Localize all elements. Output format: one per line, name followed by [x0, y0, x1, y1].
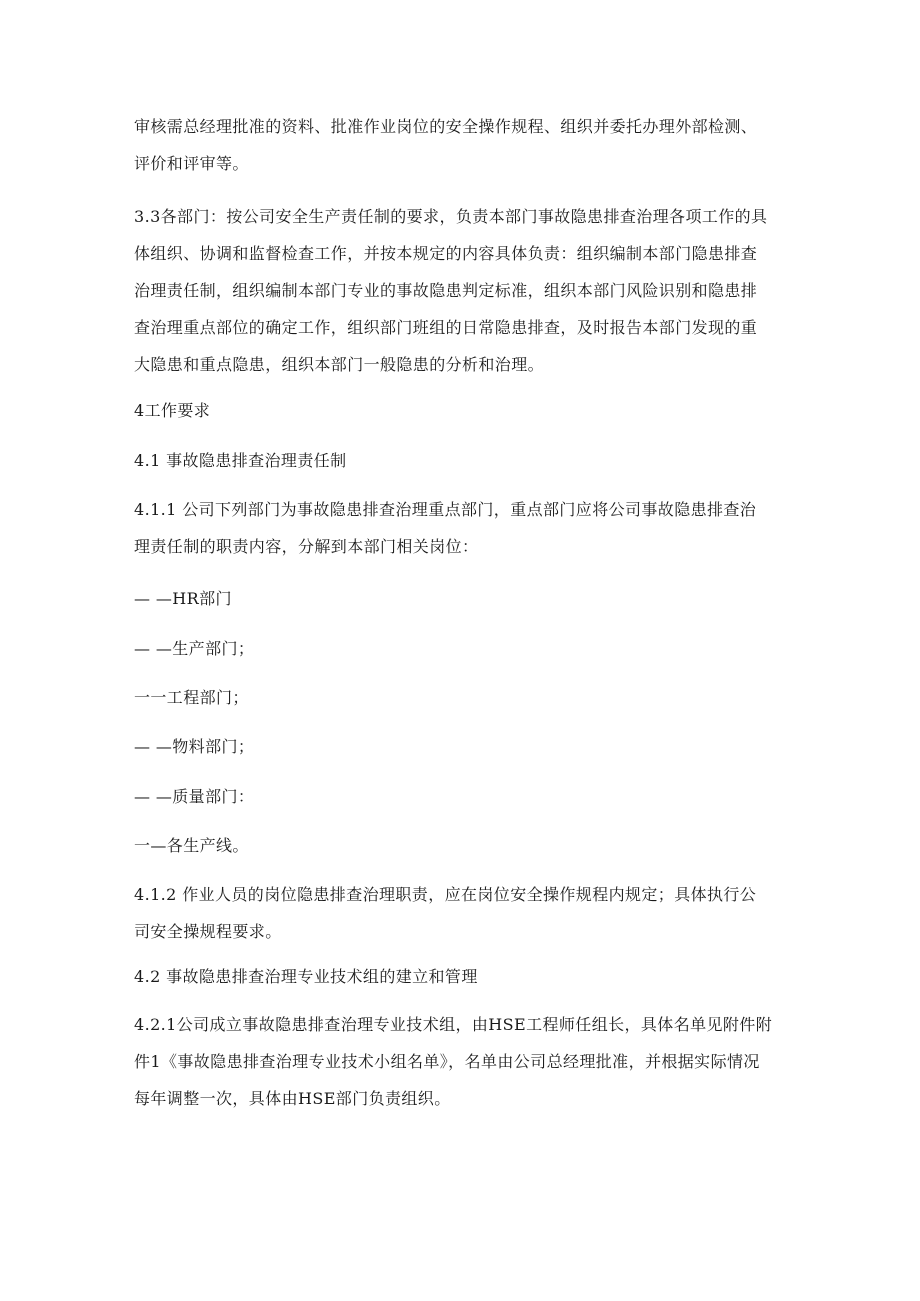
text-line: 治理责任制，组织编制本部门专业的事故隐患判定标准，组织本部门风险识别和隐患排 — [134, 281, 758, 300]
list-item-engineering: 一一工程部门； — [134, 688, 249, 707]
list-item-quality: — —质量部门： — [134, 787, 255, 806]
text-line: 4.2.1公司成立事故隐患排查治理专业技术组，由HSE工程师任组长，具体名单见附件附 — [134, 1015, 773, 1034]
text-line: 4.1.1 公司下列部门为事故隐患排查治理重点部门，重点部门应将公司事故隐患排查治 — [134, 500, 757, 519]
text-line: 3.3各部门：按公司安全生产责任制的要求，负责本部门事故隐患排查治理各项工作的具 — [134, 207, 768, 226]
paragraph-4-1-1 — [134, 491, 794, 565]
text-line: 司安全操规程要求。 — [134, 922, 282, 941]
text-line: 评价和评审等。 — [134, 154, 249, 173]
text-line: 审核需总经理批准的资料、批准作业岗位的安全操作规程、组织并委托办理外部检测、 — [134, 117, 758, 136]
paragraph-responsibility-continuation — [134, 108, 794, 182]
paragraph-4-1-2 — [134, 876, 794, 950]
heading-4-2: 4.2 事故隐患排查治理专业技术组的建立和管理 — [134, 967, 478, 986]
list-item-production-lines: 一—各生产线。 — [134, 836, 249, 855]
list-item-production: — —生产部门； — [134, 639, 255, 658]
list-item-materials: — —物料部门； — [134, 737, 255, 756]
text-line: 每年调整一次，具体由HSE部门负责组织。 — [134, 1089, 451, 1108]
list-item-hr: — —HR部门 — [134, 589, 232, 608]
text-line: 查治理重点部位的确定工作，组织部门班组的日常隐患排查，及时报告本部门发现的重 — [134, 318, 758, 337]
text-line: 体组织、协调和监督检查工作，并按本规定的内容具体负责：组织编制本部门隐患排查 — [134, 244, 758, 263]
heading-4-work-requirements: 4工作要求 — [134, 401, 211, 420]
text-line: 理责任制的职责内容，分解到本部门相关岗位： — [134, 537, 479, 556]
text-line: 大隐患和重点隐患，组织本部门一般隐患的分析和治理。 — [134, 355, 545, 374]
paragraph-4-2-1 — [134, 1006, 794, 1117]
text-line: 件1《事故隐患排查治理专业技术小组名单》，名单由公司总经理批准，并根据实际情况 — [134, 1052, 760, 1071]
paragraph-3-3-departments — [134, 198, 794, 383]
heading-4-1: 4.1 事故隐患排查治理责任制 — [134, 451, 347, 470]
text-line: 4.1.2 作业人员的岗位隐患排查治理职责，应在岗位安全操作规程内规定；具体执行公 — [134, 885, 757, 904]
